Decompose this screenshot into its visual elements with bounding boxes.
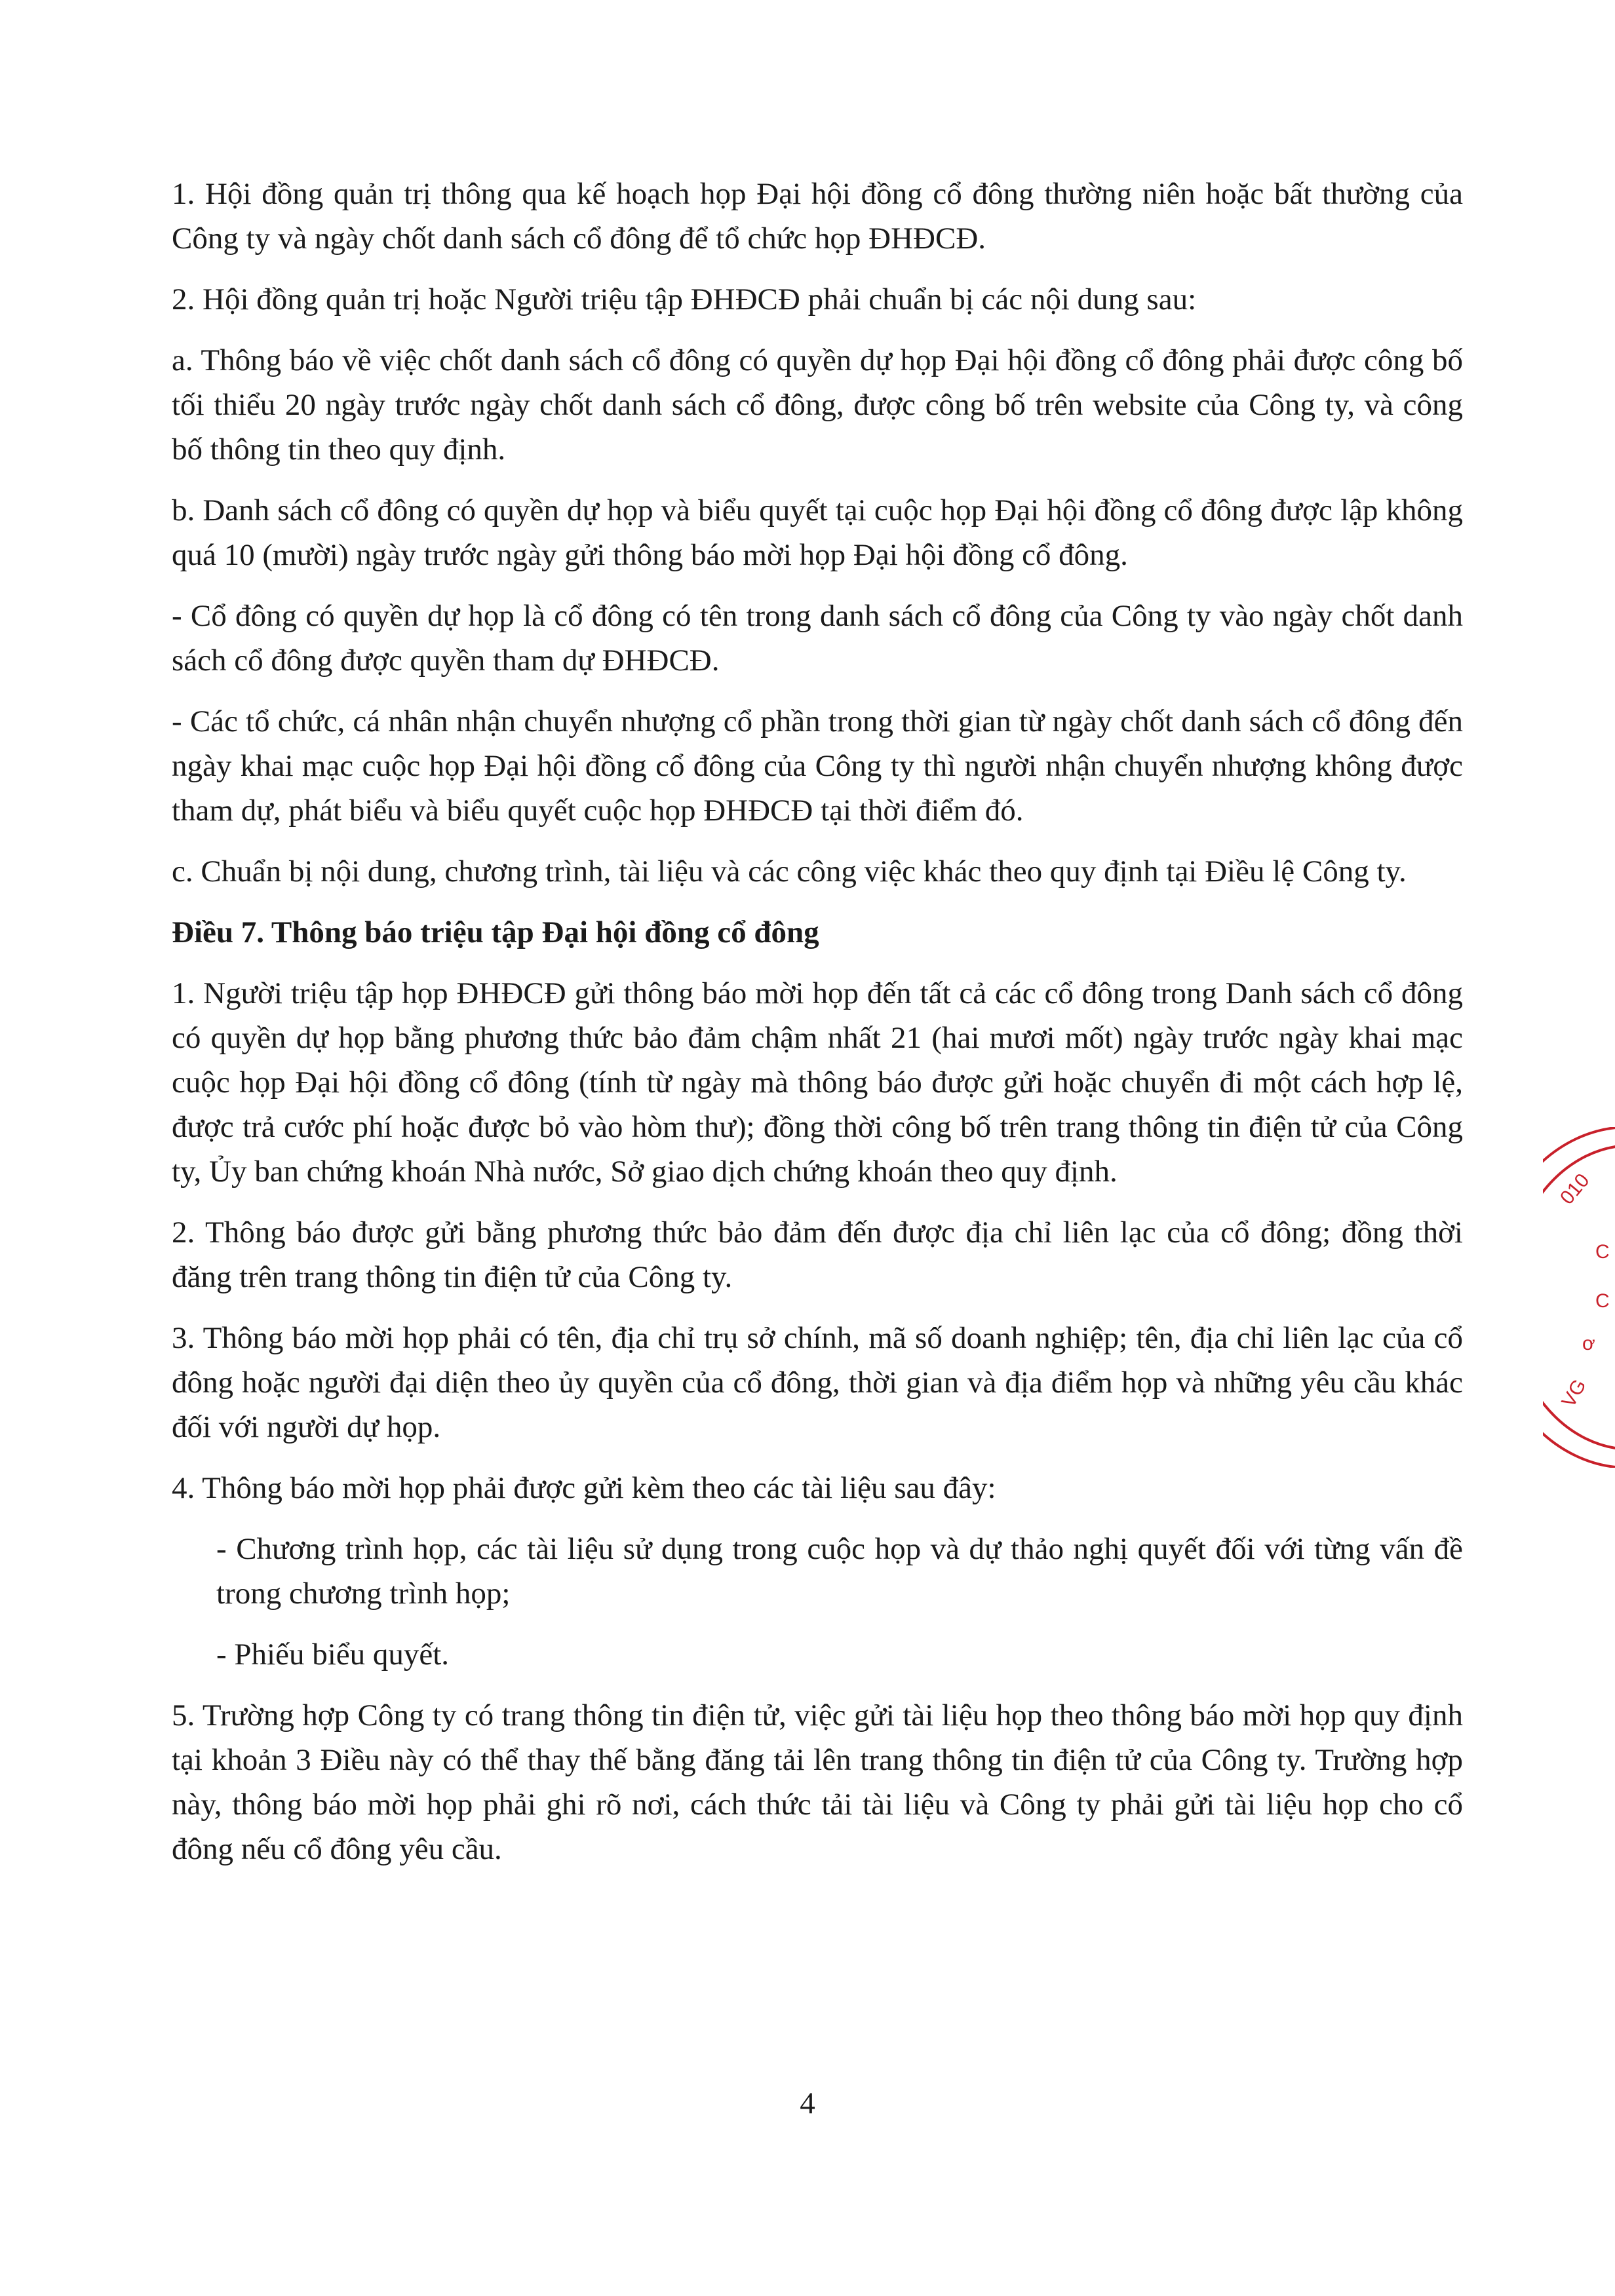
svg-text:C: C [1595,1290,1610,1312]
article-paragraph-4: 4. Thông báo mời họp phải được gửi kèm theo các tài liệu sau đây: [172,1471,996,1505]
article-heading: Điều 7. Thông báo triệu tập Đại hội đồng cổ đông [172,915,819,949]
article-paragraph-2: 2. Thông báo được gửi bằng phương thức bảo đảm đến được địa chỉ liên lạc của cổ đông; đồng thời đăng trên trang thông tin điện tử của Công ty. [172,1215,1463,1294]
attachment-item-2: - Phiếu biểu quyết. [216,1637,450,1672]
svg-text:C: C [1595,1241,1610,1263]
article-paragraph-3: 3. Thông báo mời họp phải có tên, địa chỉ trụ sở chính, mã số doanh nghiệp; tên, địa chỉ liên lạc của cổ đông hoặc người đại diện theo ủy quyền của cổ đông, thời gian và địa điểm họp và những yêu cầu khác đối với người dự họp. [172,1321,1463,1444]
svg-text:VG: VG [1557,1375,1591,1411]
paragraph-bullet-2: - Các tổ chức, cá nhân nhận chuyển nhượng cổ phần trong thời gian từ ngày chốt danh sách cổ đông đến ngày khai mạc cuộc họp Đại hội đồng cổ đông của Công ty thì người nhận chuyển nhượng không được tham dự, phát biểu và biểu quyết cuộc họp ĐHĐCĐ tại thời điểm đó. [172,704,1463,828]
article-paragraph-5: 5. Trường hợp Công ty có trang thông tin điện tử, việc gửi tài liệu họp theo thông báo mời họp quy định tại khoản 3 Điều này có thể thay thế bằng đăng tải lên trang thông tin điện tử của Công ty. Trường hợp này, thông báo mời họp phải ghi rõ nơi, cách thức tải tài liệu và Công ty phải gửi tài liệu họp cho cổ đông nếu cổ đông yêu cầu. [172,1698,1463,1866]
paragraph-bullet-1: - Cổ đông có quyền dự họp là cổ đông có tên trong danh sách cổ đông của Công ty vào ngày chốt danh sách cổ đông được quyền tham dự ĐHĐCĐ. [172,599,1463,678]
seal-lettering [1556,1170,1610,1411]
paragraph-2a: a. Thông báo về việc chốt danh sách cổ đông có quyền dự họp Đại hội đồng cổ đông phải được công bố tối thiểu 20 ngày trước ngày chốt danh sách cổ đông, được công bố trên website của Công ty, và công bố thông tin theo quy định. [172,343,1463,467]
svg-text:ơ: ơ [1582,1333,1595,1354]
page-number: 4 [800,2086,815,2120]
paragraph-2: 2. Hội đồng quản trị hoặc Người triệu tập ĐHĐCĐ phải chuẩn bị các nội dung sau: [172,282,1197,316]
company-seal-fragment [1543,1127,1615,1468]
paragraph-1: 1. Hội đồng quản trị thông qua kế hoạch họp Đại hội đồng cổ đông thường niên hoặc bất thường của Công ty và ngày chốt danh sách cổ đông để tổ chức họp ĐHĐCĐ. [172,177,1463,256]
document-body [172,172,1463,1888]
paragraph-2b: b. Danh sách cổ đông có quyền dự họp và biểu quyết tại cuộc họp Đại hội đồng cổ đông được lập không quá 10 (mười) ngày trước ngày gửi thông báo mời họp Đại hội đồng cổ đông. [172,493,1463,572]
paragraph-2c: c. Chuẩn bị nội dung, chương trình, tài liệu và các công việc khác theo quy định tại Điều lệ Công ty. [172,854,1407,889]
attachment-item-1: - Chương trình họp, các tài liệu sử dụng trong cuộc họp và dự thảo nghị quyết đối với từng vấn đề trong chương trình họp; [216,1532,1463,1611]
article-paragraph-1: 1. Người triệu tập họp ĐHĐCĐ gửi thông báo mời họp đến tất cả các cổ đông trong Danh sách cổ đông có quyền dự họp bằng phương thức bảo đảm chậm nhất 21 (hai mươi mốt) ngày trước ngày khai mạc cuộc họp Đại hội đồng cổ đông (tính từ ngày mà thông báo được gửi hoặc chuyển đi một cách hợp lệ, được trả cước phí hoặc được bỏ vào hòm thư); đồng thời công bố trên trang thông tin điện tử của Công ty, Ủy ban chứng khoán Nhà nước, Sở giao dịch chứng khoán theo quy định. [172,976,1463,1189]
svg-text:010: 010 [1556,1169,1594,1209]
